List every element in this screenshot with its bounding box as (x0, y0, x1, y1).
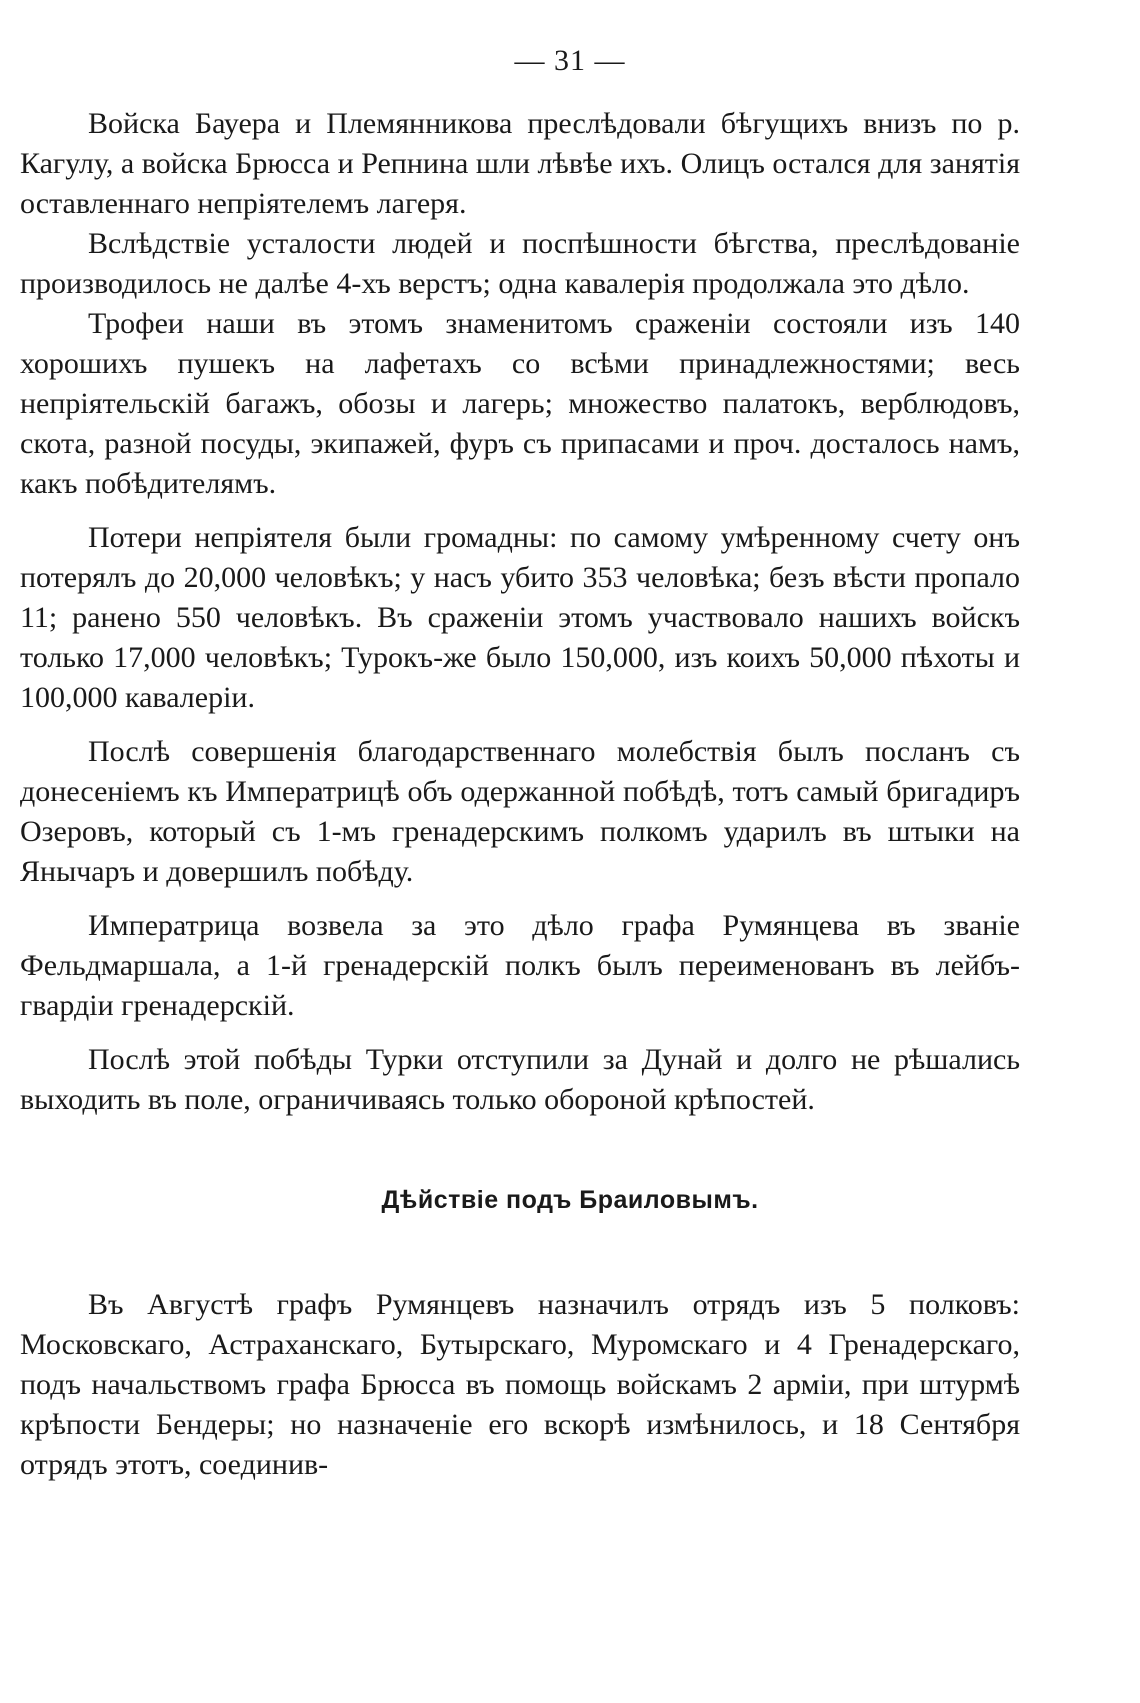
text-block-after-heading (20, 1285, 1020, 1485)
section-heading: Дѣйствіе подъ Браиловымъ. (381, 1186, 759, 1214)
paragraph: Потери непріятеля были громадны: по самому умѣренному счету онъ потерялъ до 20,000 человѣкъ; у насъ убито 353 человѣка; безъ вѣсти пропало 11; ранено 550 человѣкъ. Въ сраженіи этомъ участвовало нашихъ войскъ только 17,000 человѣкъ; Турокъ-же было 150,000, изъ коихъ 50,000 пѣхоты и 100,000 кавалеріи. (20, 521, 1020, 714)
text-block-before-heading (20, 104, 1020, 1120)
page-number: — 31 — (514, 44, 626, 77)
paragraph: Вслѣдствіе усталости людей и поспѣшности бѣгства, преслѣдованіе производилось не далѣе 4-хъ верстъ; одна кавалерія продолжала это дѣло. (20, 227, 1020, 300)
paragraph: Войска Бауера и Племянникова преслѣдовали бѣгущихъ внизъ по р. Кагулу, а войска Брюсса и Репнина шли лѣвѣе ихъ. Олицъ остался для занятія оставленнаго непріятелемъ лагеря. (20, 107, 1020, 220)
paragraph: Въ Августѣ графъ Румянцевъ назначилъ отрядъ изъ 5 полковъ: Московскаго, Астраханскаго, Бутырскаго, Муромскаго и 4 Гренадерскаго, подъ начальствомъ графа Брюсса въ помощь войскамъ 2 арміи, при штурмѣ крѣпости Бендеры; но назначеніе его вскорѣ измѣнилось, и 18 Сентября отрядъ этотъ, соединив- (20, 1288, 1020, 1481)
paragraph: Послѣ этой побѣды Турки отступили за Дунай и долго не рѣшались выходить въ поле, ограничиваясь только обороной крѣпостей. (20, 1043, 1020, 1116)
paragraph: Трофеи наши въ этомъ знаменитомъ сраженіи состояли изъ 140 хорошихъ пушекъ на лафетахъ со всѣми принадлежностями; весь непріятельскій багажъ, обозы и лагерь; множество палатокъ, верблюдовъ, скота, разной посуды, экипажей, фуръ съ припасами и проч. досталось намъ, какъ побѣдителямъ. (20, 307, 1020, 500)
paragraph: Императрица возвела за это дѣло графа Румянцева въ званіе Фельдмаршала, а 1-й гренадерскій полкъ былъ переименованъ въ лейбъ-гвардіи гренадерскій. (20, 909, 1020, 1022)
paragraph: Послѣ совершенія благодарственнаго молебствія былъ посланъ съ донесеніемъ къ Императрицѣ объ одержанной побѣдѣ, тотъ самый бригадиръ Озеровъ, который съ 1-мъ гренадерскимъ полкомъ ударилъ въ штыки на Янычаръ и довершилъ побѣду. (20, 735, 1020, 888)
